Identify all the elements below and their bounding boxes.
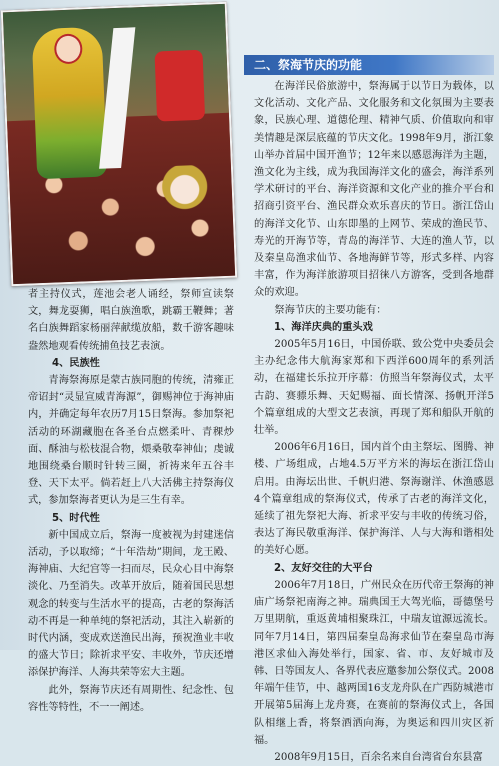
- festival-photo: [1, 2, 237, 286]
- subheading: 2、友好交往的大平台: [274, 562, 373, 574]
- right-column: [254, 78, 494, 766]
- section-title: 二、祭海节庆的功能: [244, 55, 494, 75]
- subheading: 4、民族性: [52, 357, 100, 369]
- photo-deity-statue: [32, 27, 108, 180]
- photo-opera-performer: [159, 165, 211, 227]
- paragraph: 青海祭海原是蒙古族同胞的传统，清雍正帝诏封“灵显宣威青海源”，御赐神位于海神庙内，并确定每年农历7月15日祭海。参加祭祀活动的环湖藏胞在各圣台点燃柔叶、青稞炒面、酥油与松枝混合物，煨桑敬奉神仙；虔诚地围绕桑台顺时针转三圈，祈祷来年五谷丰登、天下太平。倘若赶上八大活佛主持祭海仪式，参加祭海者更认为是三生有幸。: [28, 375, 234, 507]
- paragraph: 在海洋民俗旅游中，祭海属于以节日为载体，以文化活动、文化产品、文化服务和文化氛围为主要表象，民族心理、道德伦理、精神气质、价值取向和审美情趣是深层底蕴的节庆文化。1998年9月，浙江象山举办首届中国开渔节；12年来以感恩海洋为主题，渔文化为主线，成为我国海洋文化的盛会，海洋系列学术研讨的平台、海洋资源和文化产业的推介平台和招商引资平台、渔民群众欢乐喜庆的节日。浙江岱山的海洋文化节、山东即墨的上网节、荣成的渔民节、寿光的开海节等，青岛的海洋节、大连的渔人节，以及秦皇岛渔求仙节、各地海鲜节等，形式多样、内容丰富，作为海洋旅游项目招徕八方游客，受到各地群众的欢迎。: [254, 81, 494, 299]
- left-column: [28, 286, 234, 716]
- paragraph: 2008年9月15日，百余名来自台湾省台东县富: [274, 751, 483, 763]
- paragraph: 者主持仪式，莲池会老人诵经，祭师宣读祭文，舞龙耍狮，唱白族渔歌，跳霸王鞭舞；著名白族舞蹈家杨丽萍献缆放船，数千游客趣味盎然地观看传统捕鱼技艺表演。: [28, 289, 234, 352]
- paragraph: 2006年6月16日，国内首个由主祭坛、图腾、神楼、广场组成，占地4.5万平方米的海坛在浙江岱山启用。由海坛出世、千帆归港、祭海谢洋、休渔感恩4个篇章组成的祭海仪式，传承了古老的海洋文化，延续了祖先祭祀大海、祈求平安与丰收的传统习俗，表达了海民敬重海洋、保护海洋、人与大海和谐相处的美好心愿。: [254, 442, 494, 557]
- paragraph: 祭海节庆的主要功能有：: [274, 304, 387, 316]
- subheading: 1、海洋庆典的重头戏: [274, 321, 373, 333]
- subheading: 5、时代性: [52, 512, 100, 524]
- paragraph: 此外，祭海节庆还有周期性、纪念性、包容性等特性，不一一阐述。: [28, 684, 234, 713]
- photo-lantern: [154, 50, 205, 122]
- paragraph: 2006年7月18日，广州民众在历代帝王祭海的神庙广场祭祀南海之神。瑞典国王大驾光临，哥德堡号万里期航，重返黄埔相聚珠江，中瑞友谊源远流长。同年7月14日，第四届秦皇岛海求仙节在秦皇岛市海港区求仙入海处举行，国家、省、市、友好城市及韩、日等国友人、各界代表应邀参加公祭仪式。2008年端午佳节，中、越两国16支龙舟队在广西防城港市开展第5届海上龙舟赛，在赛前的祭海仪式上，各国队相继上香，将祭酒洒向海，为奥运和四川灾区祈福。: [254, 579, 494, 746]
- paragraph: 2005年5月16日，中国侨联、致公党中央委员会主办纪念伟大航海家郑和下西洋600周年的系列活动，在福建长乐拉开序幕：仿照当年祭海仪式，太平古韵、赛骠乐舞、天妃赐福、面长情深、扬帆开洋5个篇章组成的大型文艺表演，再现了郑和船队开航的壮举。: [254, 339, 494, 437]
- photo-deity-face: [54, 33, 83, 64]
- paragraph: 新中国成立后，祭海一度被视为封建迷信活动，予以取缔；“十年浩劫”期间，龙王殿、海神庙、大纪宫等一扫而尽，民众心目中海祭淡化、乃至消失。改革开放后，随着国民思想观念的转变与生活水平的提高，古老的祭海活动不再是一种单纯的祭祀活动，其注入崭新的时代内涵，变成欢送渔民出海，预祝渔业丰收的盛大节日；除祈求平安、丰收外，节庆还增添保护海洋、人海共荣等宏大主题。: [28, 529, 234, 679]
